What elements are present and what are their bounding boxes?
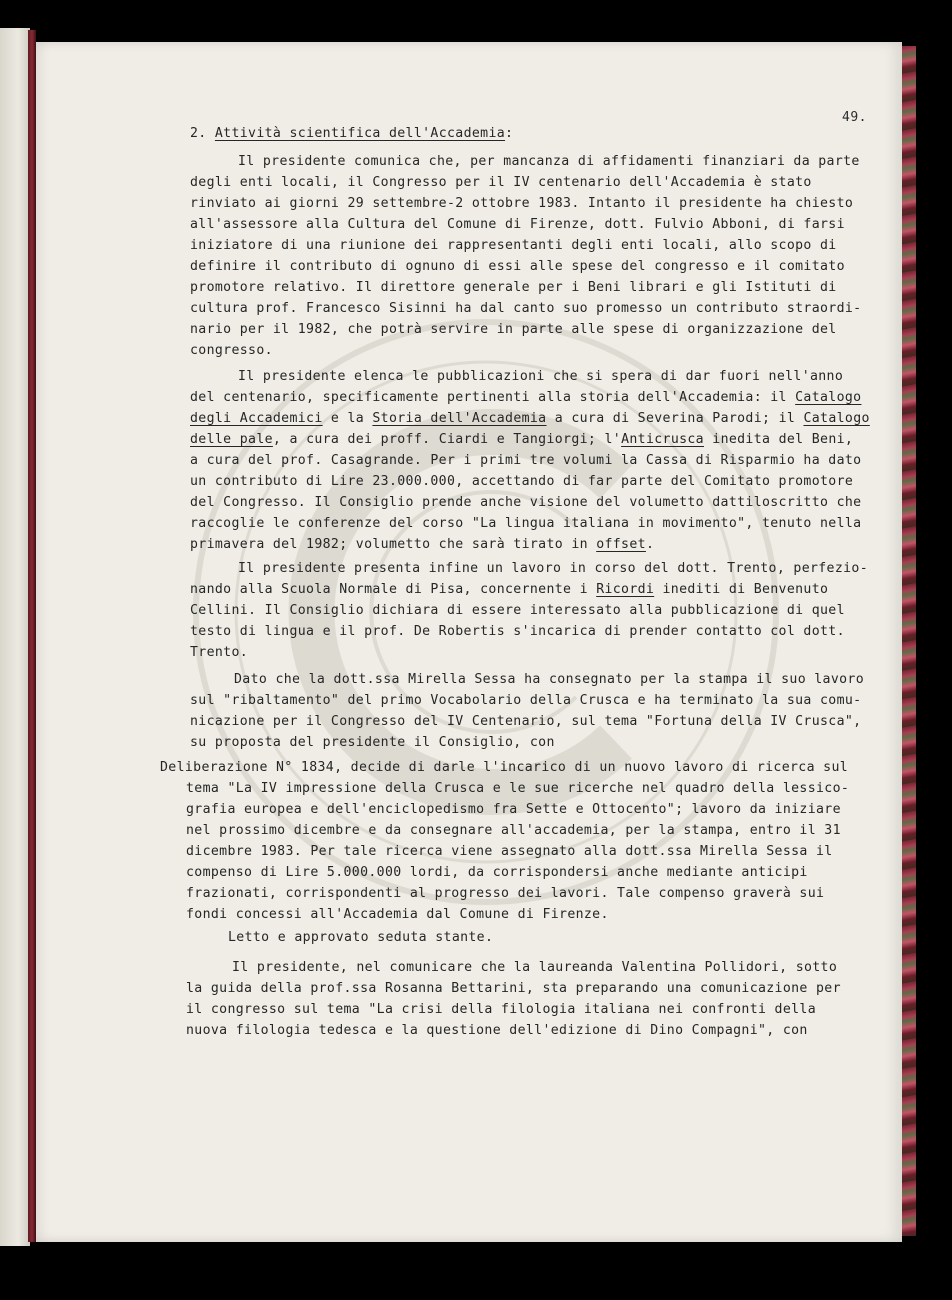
- underlined-title: Ricordi: [596, 582, 655, 597]
- text-run: .: [645, 537, 655, 552]
- paragraph-line: sul "ribaltamento" del primo Vocabolario della Crusca e ha terminato la sua comu-: [190, 693, 862, 708]
- text-run: e la: [322, 411, 373, 426]
- paragraph-line: [190, 390, 861, 406]
- paragraph-line: fondi concessi all'Accademia dal Comune di Firenze.: [186, 907, 609, 922]
- section-title: Attività scientifica dell'Accademia: [214, 126, 506, 141]
- paragraph-line: Il presidente elenca le pubblicazioni che si spera di dar fuori nell'anno: [238, 369, 844, 384]
- paragraph-line: cultura prof. Francesco Sisinni ha dal canto suo promesso un contributo straordi-: [190, 301, 862, 316]
- section-title-colon: :: [505, 126, 514, 141]
- binding-edge: [28, 30, 36, 1242]
- underlined-title: Catalogo: [803, 411, 870, 426]
- text-run: del centenario, specificamente pertinenti alla storia dell'Accademia: il: [190, 390, 796, 405]
- underlined-term: offset: [596, 537, 646, 552]
- paragraph-line: congresso.: [190, 343, 273, 358]
- page-number: 49.: [842, 110, 867, 125]
- underlined-title: degli Accademici: [190, 411, 323, 426]
- paragraph-line: definire il contributo di ognuno di essi alle spese del congresso e il comitato: [190, 259, 845, 274]
- paragraph-line: Trento.: [190, 645, 249, 660]
- left-page-edge: [0, 28, 30, 1246]
- paragraph-line: [190, 582, 828, 598]
- paragraph-line: un contributo di Lire 23.000.000, accettando di far parte del Comitato promotore: [190, 474, 854, 489]
- paragraph-line: iniziatore di una riunione dei rappresentanti degli enti locali, allo scopo di: [190, 238, 837, 253]
- paragraph-line: raccoglie le conferenze del corso "La lingua italiana in movimento", tenuto nella: [190, 516, 862, 531]
- section-number: 2.: [190, 126, 207, 141]
- paragraph-line: Dato che la dott.ssa Mirella Sessa ha consegnato per la stampa il suo lavoro: [234, 672, 865, 687]
- paragraph-line: promotore relativo. Il direttore generale per i Beni librari e gli Istituti di: [190, 280, 837, 295]
- paragraph-line: frazionati, corrispondenti al progresso dei lavori. Tale compenso graverà sui: [186, 886, 825, 901]
- deliberation-line: Deliberazione N° 1834, decide di darle l'incarico di un nuovo lavoro di ricerca sul: [160, 760, 849, 775]
- paragraph-line: Il presidente comunica che, per mancanza di affidamenti finanziari da parte: [238, 154, 860, 169]
- paragraph-line: [190, 432, 853, 448]
- paragraph-line: nario per il 1982, che potrà servire in parte alle spese di organizzazione del: [190, 322, 837, 337]
- text-run: inediti di Benvenuto: [654, 582, 829, 597]
- paragraph-line: nicazione per il Congresso del IV Centenario, sul tema "Fortuna della IV Crusca",: [190, 714, 862, 729]
- approval-line: Letto e approvato seduta stante.: [228, 930, 494, 945]
- paragraph-line: a cura del prof. Casagrande. Per i primi tre volumi la Cassa di Risparmio ha dato: [190, 453, 862, 468]
- underlined-title: Anticrusca: [621, 432, 704, 447]
- section-heading: [190, 126, 513, 142]
- paragraph-line: su proposta del presidente il Consiglio, con: [190, 735, 555, 750]
- paragraph-line: Cellini. Il Consiglio dichiara di essere interessato alla pubblicazione di quel: [190, 603, 845, 618]
- paragraph-line: nuova filologia tedesca e la questione dell'edizione di Dino Compagni", con: [186, 1023, 808, 1038]
- document-page: [36, 42, 902, 1242]
- underlined-title: Storia dell'Accademia: [372, 411, 547, 426]
- paragraph-line: grafia europea e dell'enciclopedismo fra Sette e Ottocento"; lavoro da iniziare: [186, 802, 841, 817]
- paragraph-line: il congresso sul tema "La crisi della filologia italiana nei confronti della: [186, 1002, 817, 1017]
- paragraph-line: degli enti locali, il Congresso per il IV centenario dell'Accademia è stato: [190, 175, 812, 190]
- text-run: primavera del 1982; volumetto che sarà tirato in: [190, 537, 597, 552]
- underlined-title: Catalogo: [795, 390, 862, 405]
- paragraph-line: tema "La IV impressione della Crusca e le sue ricerche nel quadro della lessico-: [186, 781, 850, 796]
- text-run: a cura di Severina Parodi; il: [546, 411, 804, 426]
- text-run: nando alla Scuola Normale di Pisa, concernente i: [190, 582, 597, 597]
- paragraph-line: [190, 411, 870, 427]
- underlined-title: delle pale: [190, 432, 273, 447]
- text-run: inedita del Beni,: [703, 432, 854, 447]
- paragraph-line: Il presidente presenta infine un lavoro in corso del dott. Trento, perfezio-: [238, 561, 869, 576]
- paragraph-line: [190, 537, 654, 553]
- paragraph-line: Il presidente, nel comunicare che la laureanda Valentina Pollidori, sotto: [232, 960, 838, 975]
- paragraph-line: all'assessore alla Cultura del Comune di Firenze, dott. Fulvio Abboni, di farsi: [190, 217, 845, 232]
- paragraph-line: rinviato ai giorni 29 settembre-2 ottobre 1983. Intanto il presidente ha chiesto: [190, 196, 854, 211]
- text-run: , a cura dei proff. Ciardi e Tangiorgi; l': [272, 432, 622, 447]
- paragraph-line: testo di lingua e il prof. De Robertis s'incarica di prender contatto col dott.: [190, 624, 845, 639]
- paragraph-line: compenso di Lire 5.000.000 lordi, da corrispondersi anche mediante anticipi: [186, 865, 808, 880]
- paragraph-line: nel prossimo dicembre e da consegnare all'accademia, per la stampa, entro il 31: [186, 823, 841, 838]
- paragraph-line: la guida della prof.ssa Rosanna Bettarini, sta preparando una comunicazione per: [186, 981, 841, 996]
- paragraph-line: dicembre 1983. Per tale ricerca viene assegnato alla dott.ssa Mirella Sessa il: [186, 844, 833, 859]
- paragraph-line: del Congresso. Il Consiglio prende anche visione del volumetto dattiloscritto che: [190, 495, 862, 510]
